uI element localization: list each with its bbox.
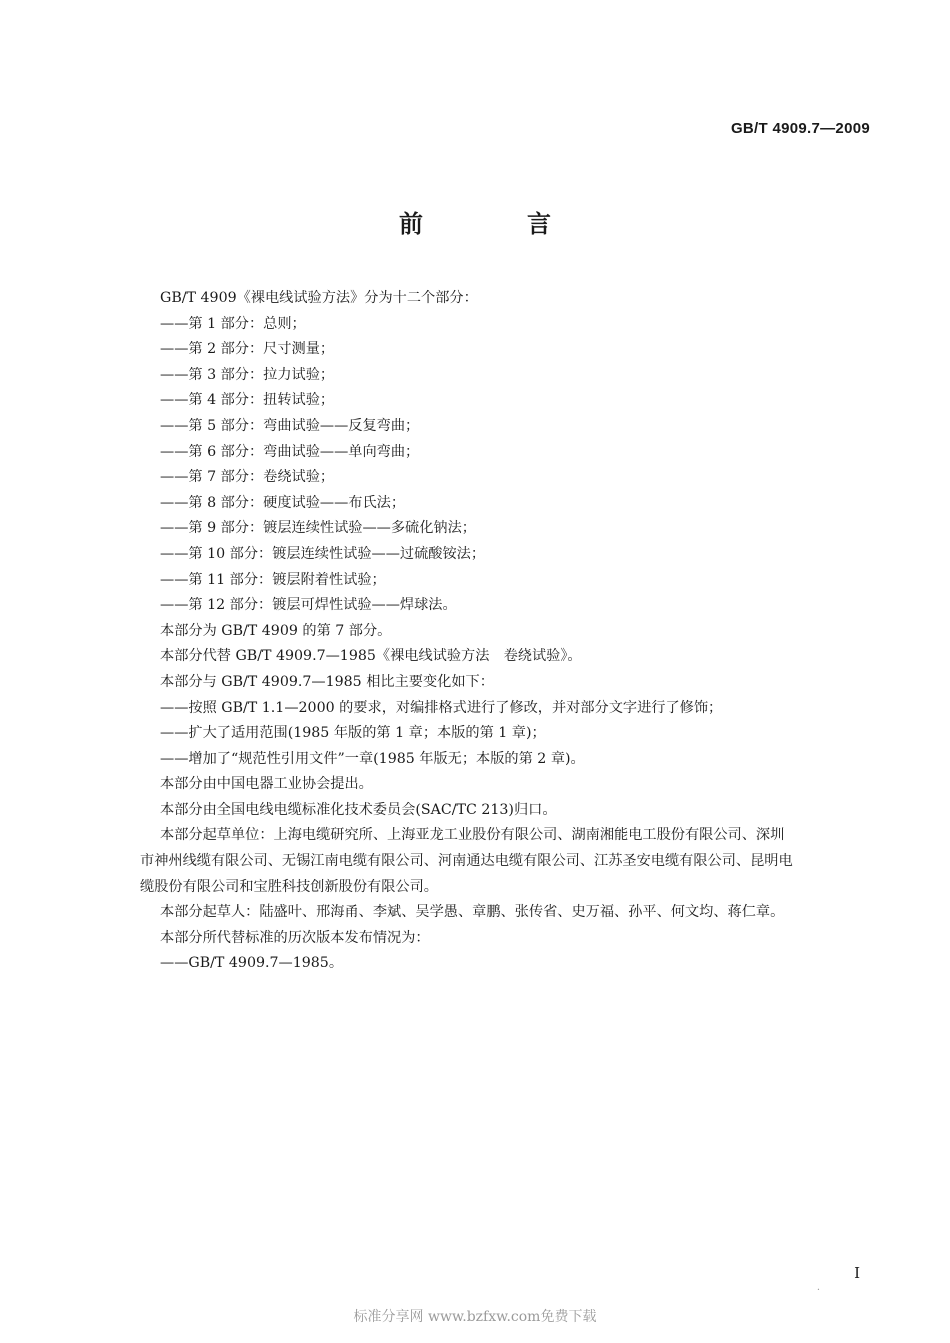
- page-number: I: [854, 1264, 860, 1282]
- list-item-part-1: ——第 1 部分：总则；: [160, 315, 306, 332]
- scan-dot: ·: [816, 1285, 820, 1296]
- change-item-2: ——扩大了适用范围(1985 年版的第 1 章；本版的第 1 章)；: [160, 725, 546, 742]
- paragraph-history-intro: 本部分所代替标准的历次版本发布情况为：: [160, 929, 430, 946]
- list-item-part-3: ——第 3 部分：拉力试验；: [160, 366, 335, 383]
- paragraph-proposed-by: 本部分由中国电器工业协会提出。: [160, 776, 373, 793]
- list-item-part-5: ——第 5 部分：弯曲试验——反复弯曲；: [160, 417, 420, 434]
- drafting-units-line-1: 本部分起草单位：上海电缆研究所、上海亚龙工业股份有限公司、湖南湘能电工股份有限公司、深圳: [160, 827, 785, 844]
- paragraph-changes-intro: 本部分与 GB/T 4909.7—1985 相比主要变化如下：: [160, 673, 494, 690]
- history-item: ——GB/T 4909.7—1985。: [160, 955, 344, 972]
- list-item-part-6: ——第 6 部分：弯曲试验——单向弯曲；: [160, 443, 420, 460]
- page-title: 前 言: [399, 210, 591, 238]
- list-item-part-12: ——第 12 部分：镀层可焊性试验——焊球法。: [160, 597, 457, 614]
- list-item-part-11: ——第 11 部分：镀层附着性试验；: [160, 571, 386, 588]
- drafting-units-line-2: 市神州线缆有限公司、无锡江南电缆有限公司、河南通达电缆有限公司、江苏圣安电缆有限公司、昆明电: [140, 853, 793, 870]
- drafting-units-line-3: 缆股份有限公司和宝胜科技创新股份有限公司。: [140, 878, 438, 895]
- paragraph-drafters: 本部分起草人：陆盛叶、邢海甬、李斌、吴学愚、章鹏、张传省、史万福、孙平、何文均、蒋仁章。: [160, 904, 785, 921]
- change-item-3: ——增加了“规范性引用文件”一章(1985 年版无；本版的第 2 章)。: [160, 750, 585, 767]
- list-item-part-9: ——第 9 部分：镀层连续性试验——多硫化钠法；: [160, 520, 476, 537]
- list-item-part-10: ——第 10 部分：镀层连续性试验——过硫酸铵法；: [160, 545, 486, 562]
- list-item-part-8: ——第 8 部分：硬度试验——布氏法；: [160, 494, 406, 511]
- change-item-1: ——按照 GB/T 1.1—2000 的要求，对编排格式进行了修改，并对部分文字进行了修饰；: [160, 699, 723, 716]
- list-item-part-7: ——第 7 部分：卷绕试验；: [160, 469, 335, 486]
- list-intro: GB/T 4909《裸电线试验方法》分为十二个部分：: [160, 290, 478, 306]
- standard-code: GB/T 4909.7—2009: [730, 120, 870, 137]
- paragraph-part-scope: 本部分为 GB/T 4909 的第 7 部分。: [160, 622, 392, 639]
- list-item-part-2: ——第 2 部分：尺寸测量；: [160, 341, 335, 358]
- footer-watermark: 标准分享网 www.bzfxw.com免费下载: [353, 1309, 597, 1325]
- paragraph-centralized-by: 本部分由全国电线电缆标准化技术委员会(SAC/TC 213)归口。: [160, 801, 557, 818]
- document-body: [140, 286, 872, 977]
- list-item-part-4: ——第 4 部分：扭转试验；: [160, 392, 335, 409]
- paragraph-replaces: 本部分代替 GB/T 4909.7—1985《裸电线试验方法 卷绕试验》。: [160, 648, 582, 665]
